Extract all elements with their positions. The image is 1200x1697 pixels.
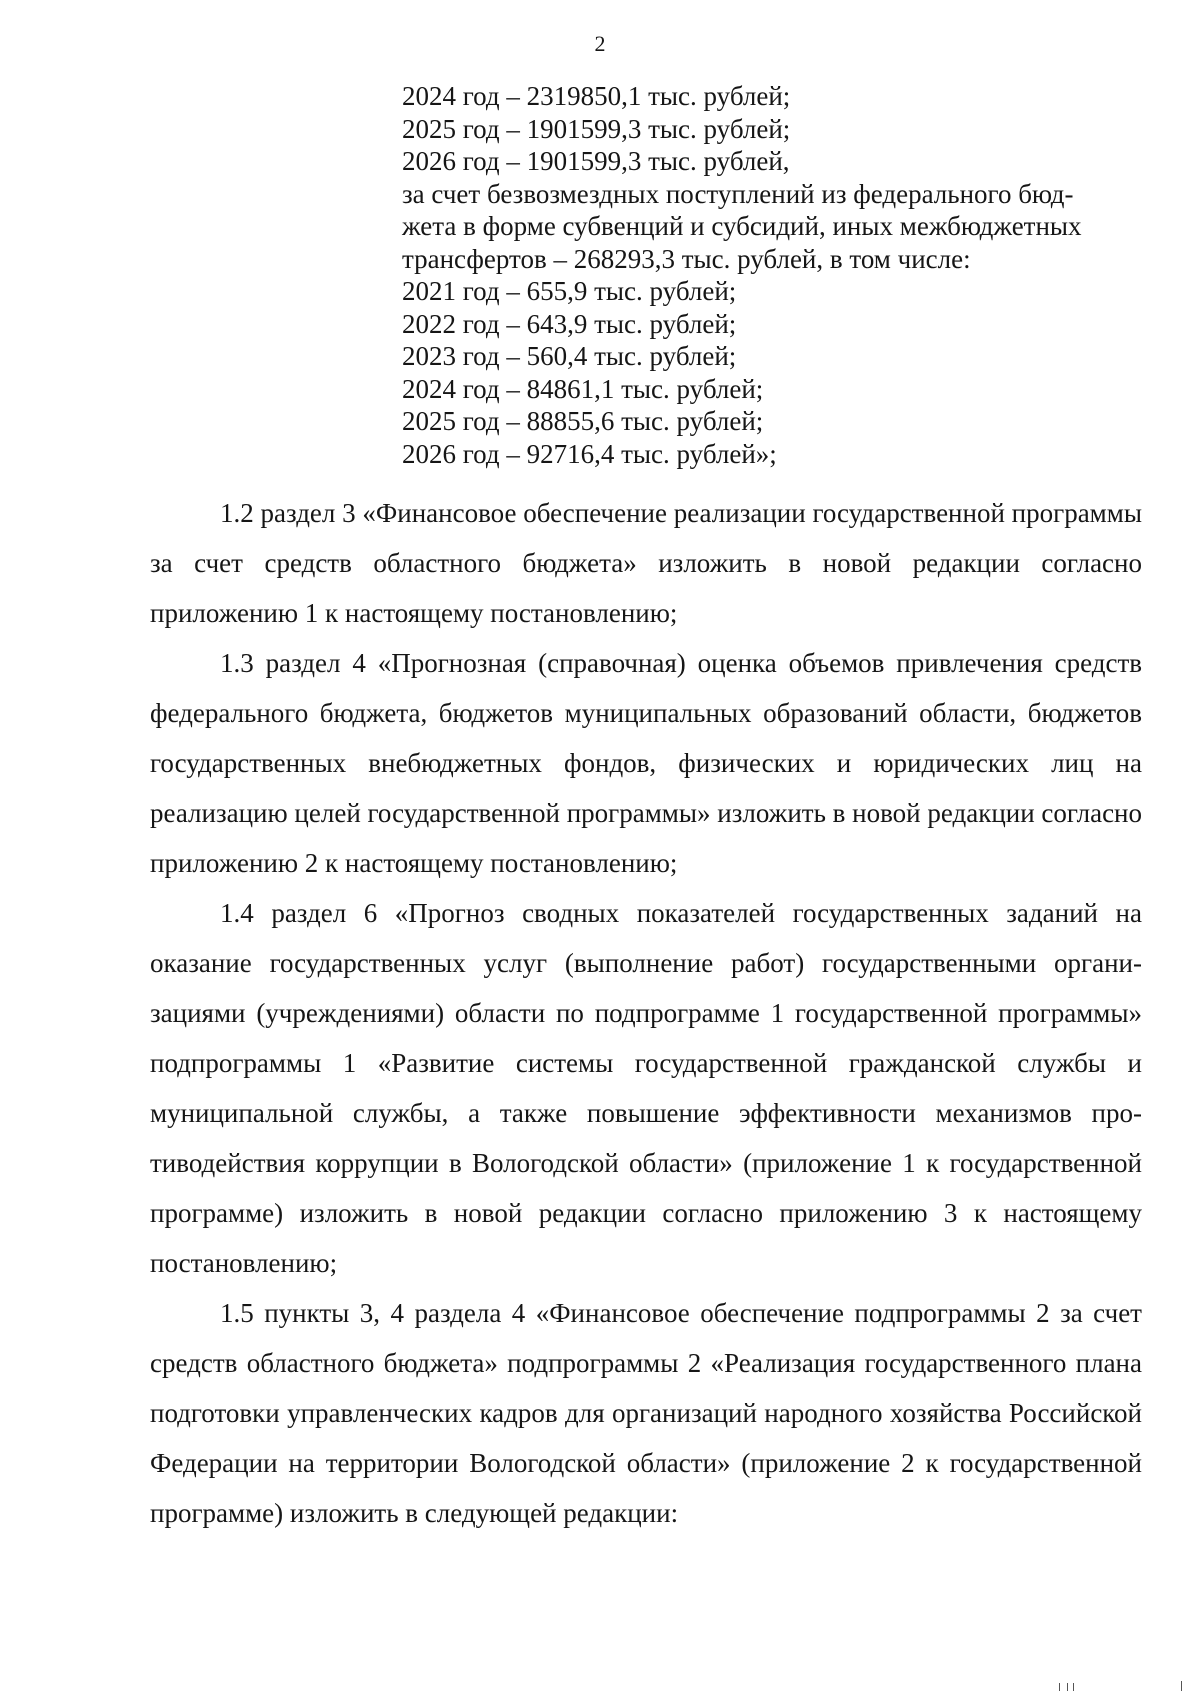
funding-line: 2026 год – 1901599,3 тыс. рублей, [402, 146, 790, 176]
scan-edge-mark [1067, 1683, 1068, 1691]
funding-line: 2021 год – 655,9 тыс. рублей; [402, 276, 737, 306]
paragraph-1-2: 1.2 раздел 3 «Финансовое обеспечение реализации государственной программы за счет средств областного бюджета» изложить в новой редакции согласно приложению 1 к настоящему постановлению; [150, 498, 1142, 628]
funding-line: 2023 год – 560,4 тыс. рублей; [402, 341, 737, 371]
document-body [150, 488, 1142, 1538]
paragraph-1-3: 1.3 раздел 4 «Прогнозная (справочная) оценка объемов привлечения средств федерального бюджета, бюджетов муниципальных образований области, бюджетов государственных внебюджетных фондов, физических и юридических лиц на реализацию целей государственной программы» изложить в новой редакции согласно приложению 2 к настоящему постановлению; [150, 648, 1142, 878]
scan-edge-mark [1059, 1683, 1060, 1691]
funding-line: 2024 год – 84861,1 тыс. рублей; [402, 373, 764, 404]
funding-breakdown-block [402, 80, 1132, 470]
funding-line: 2025 год – 1901599,3 тыс. рублей; [402, 113, 791, 144]
paragraph-1-4: 1.4 раздел 6 «Прогноз сводных показателей государственных заданий на оказание государственных услуг (выполнение работ) государственными организациями (учреждениями) области по подпрограмме 1 государственной программы» подпрограммы 1 «Развитие системы государственной гражданской службы и муниципальной службы, а также повышение эффективности механизмов противодействия коррупции в Вологодской области» (приложение 1 к государственной программе) изложить в новой редакции согласно приложению 3 к настоящему постановлению; [150, 898, 1142, 1278]
scan-edge-mark [1073, 1683, 1074, 1691]
page-number: 2 [594, 31, 606, 56]
funding-line: 2022 год – 643,9 тыс. рублей; [402, 308, 737, 339]
funding-line: за счет безвозмездных поступлений из федерального бюд- [402, 178, 1074, 209]
funding-line: трансфертов – 268293,3 тыс. рублей, в том числе: [402, 243, 971, 274]
funding-line: 2026 год – 92716,4 тыс. рублей»; [402, 438, 777, 469]
funding-line: жета в форме субвенций и субсидий, иных межбюджетных [402, 211, 1082, 241]
funding-line: 2025 год – 88855,6 тыс. рублей; [402, 406, 764, 436]
funding-line: 2024 год – 2319850,1 тыс. рублей; [402, 81, 791, 111]
scan-edge-mark [1181, 1681, 1182, 1691]
paragraph-1-5: 1.5 пункты 3, 4 раздела 4 «Финансовое обеспечение подпрограммы 2 за счет средств областного бюджета» подпрограммы 2 «Реализация государственного плана подготовки управленческих кадров для организаций народного хозяйства Российской Федерации на территории Вологодской области» (приложение 2 к государственной программе) изложить в следующей редакции: [150, 1298, 1142, 1528]
